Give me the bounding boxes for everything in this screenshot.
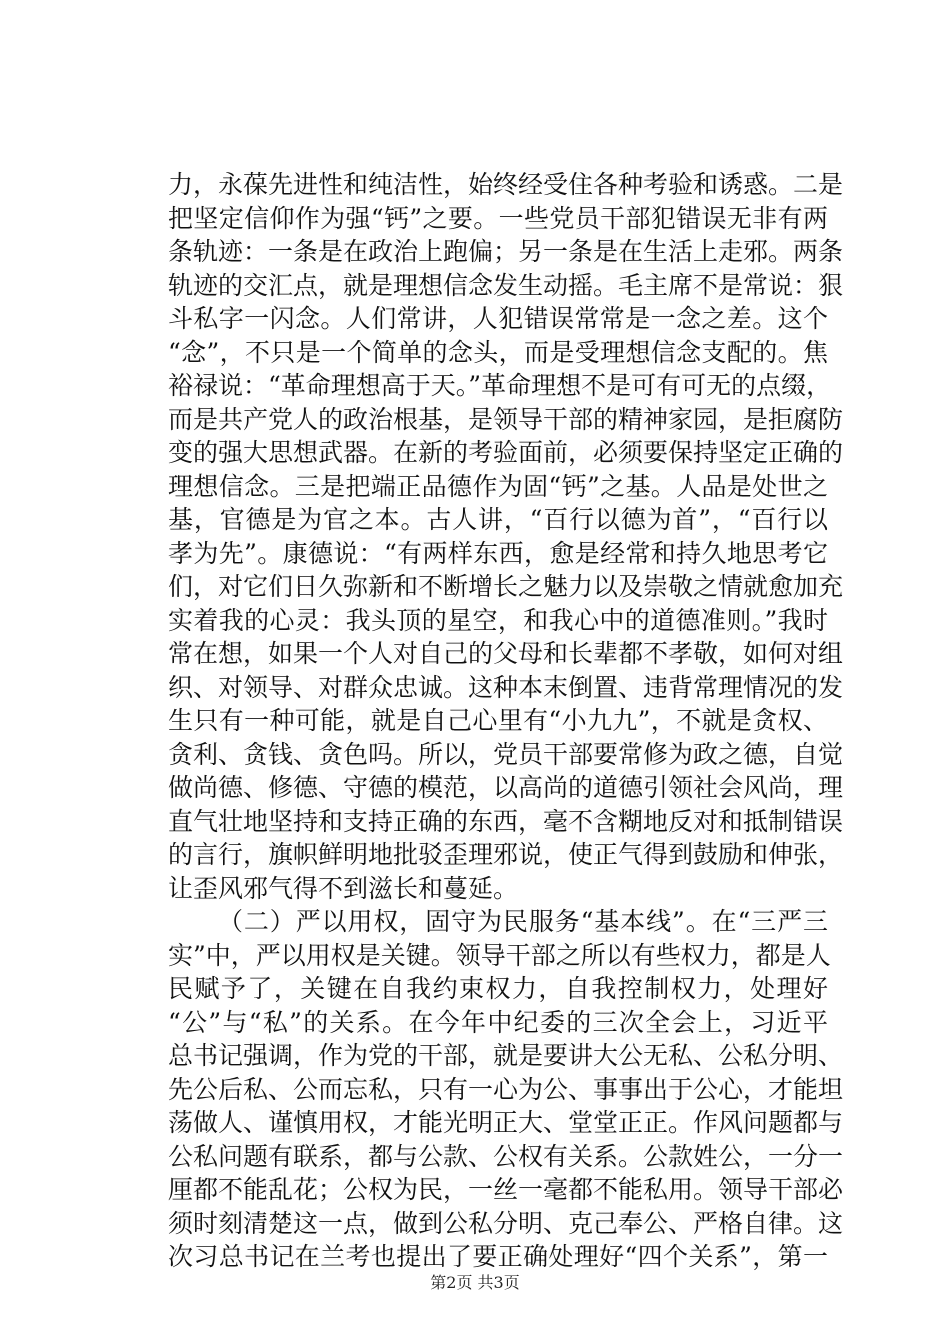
text-line: 斗私字一闪念。人们常讲，人犯错误常常是一念之差。这个 xyxy=(168,304,828,333)
text-line: 裕禄说：“革命理想高于天。”革命理想不是可有可无的点缀， xyxy=(168,371,832,400)
text-line: 生只有一种可能，就是自己心里有“小九九”，不就是贪权、 xyxy=(168,706,828,735)
text-line: 须时刻清楚这一点，做到公私分明、克己奉公、严格自律。这 xyxy=(168,1208,844,1238)
text-line: 民赋予了，关键在自我约束权力，自我控制权力，处理好 xyxy=(168,974,828,1003)
text-line: 们，对它们日久弥新和不断增长之魅力以及崇敬之情就愈加充 xyxy=(168,572,844,601)
page-footer: 第2页 共3页 xyxy=(430,1273,520,1292)
text-line: 贪利、贪钱、贪色吗。所以，党员干部要常修为政之德，自觉 xyxy=(168,739,844,769)
text-line: 力，永葆先进性和纯洁性，始终经受住各种考验和诱惑。二是 xyxy=(168,170,844,199)
text-line: 织、对领导、对群众忠诚。这种本末倒置、违背常理情况的发 xyxy=(168,672,844,702)
text-line: “念”，不只是一个简单的念头，而是受理想信念支配的。焦 xyxy=(168,337,828,367)
text-line: 做尚德、修德、守德的模范，以高尚的道德引领社会风尚，理 xyxy=(168,773,844,802)
text-line: 变的强大思想武器。在新的考验面前，必须要保持坚定正确的 xyxy=(168,438,844,467)
text-line: 而是共产党人的政治根基，是领导干部的精神家园，是拒腐防 xyxy=(168,404,844,434)
body-text xyxy=(168,168,844,1274)
text-line: 直气壮地坚持和支持正确的东西，毫不含糊地反对和抵制错误 xyxy=(168,806,844,836)
text-line: 常在想，如果一个人对自己的父母和长辈都不孝敬，如何对组 xyxy=(168,639,844,668)
text-line: 荡做人、谨慎用权，才能光明正大、堂堂正正。作风问题都与 xyxy=(168,1108,844,1137)
text-line: 公私问题有联系，都与公款、公权有关系。公款姓公，一分一 xyxy=(168,1141,844,1171)
text-line: 孝为先”。康德说：“有两样东西，愈是经常和持久地思考它 xyxy=(168,538,828,568)
text-line: 实”中，严以用权是关键。领导干部之所以有些权力，都是人 xyxy=(168,940,831,970)
text-line: 基，官德是为官之本。古人讲，“百行以德为首”，“百行以 xyxy=(168,505,828,534)
text-line: 轨迹的交汇点，就是理想信念发生动摇。毛主席不是常说：狠 xyxy=(168,270,844,300)
text-line: 条轨迹：一条是在政治上跑偏；另一条是在生活上走邪。两条 xyxy=(168,237,844,266)
text-line: 总书记强调，作为党的干部，就是要讲大公无私、公私分明、 xyxy=(168,1041,844,1070)
text-line: 厘都不能乱花；公权为民，一丝一毫都不能私用。领导干部必 xyxy=(168,1175,844,1204)
text-line: 实着我的心灵：我头顶的星空，和我心中的道德准则。”我时 xyxy=(168,605,828,635)
text-line: 次习总书记在兰考也提出了要正确处理好“四个关系”，第一 xyxy=(168,1242,828,1271)
text-line: 先公后私、公而忘私，只有一心为公、事事出于公心，才能坦 xyxy=(168,1074,844,1104)
text-line: “公”与“私”的关系。在今年中纪委的三次全会上，习近平 xyxy=(168,1007,828,1037)
text-line: 让歪风邪气得不到滋长和蔓延。 xyxy=(168,873,519,903)
text-line: 的言行，旗帜鲜明地批驳歪理邪说，使正气得到鼓励和伸张， xyxy=(168,840,844,869)
text-line: （二）严以用权，固守为民服务“基本线”。在“三严三 xyxy=(218,907,828,936)
text-line: 理想信念。三是把端正品德作为固“钙”之基。人品是处世之 xyxy=(168,471,828,501)
text-line: 把坚定信仰作为强“钙”之要。一些党员干部犯错误无非有两 xyxy=(168,203,828,233)
